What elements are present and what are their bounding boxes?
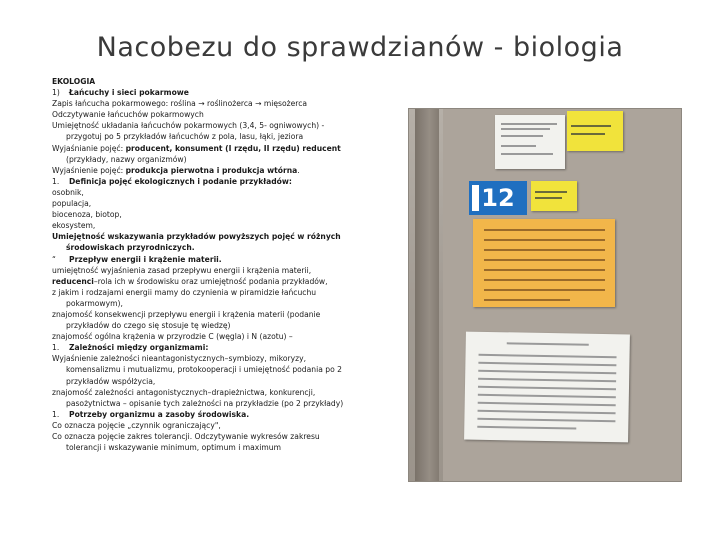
room-number: 12 xyxy=(481,184,515,212)
note-line: pokarmowym), xyxy=(66,298,123,308)
note-line: przygotuj po 5 przykładów łańcuchów z pola, lasu, łąki, jeziora xyxy=(66,132,304,142)
note-line: Odczytywanie łańcuchów pokarmowych xyxy=(52,110,204,120)
notice-paper xyxy=(464,332,630,443)
room-number-sign xyxy=(469,181,527,215)
door-frame xyxy=(415,109,439,481)
yellow-notice xyxy=(531,181,577,211)
section-heading: EKOLOGIA xyxy=(52,77,96,86)
notice-paper xyxy=(495,115,565,169)
note-line: Co oznacza pojęcie zakres tolerancji. Odczytywanie wykresów zakresu xyxy=(52,432,320,441)
note-line: ekosystem, xyxy=(52,221,96,231)
note-line: 1. Potrzeby organizmu a zasoby środowiska. xyxy=(52,409,250,419)
note-line: “ Przepływ energii i krążenie materii. xyxy=(52,254,222,264)
note-line: pasożytnictwa – opisanie tych zależności na przykładzie (po 2 przykłady) xyxy=(66,398,344,408)
sign-stripe xyxy=(472,185,479,211)
note-line: z jakim i rodzajami energii mamy do czynienia w piramidzie łańcuchu xyxy=(52,287,317,297)
note-line: tolerancji i wskazywanie minimum, optimum i maximum xyxy=(66,443,281,453)
note-line: populacja, xyxy=(52,199,92,209)
orange-schedule xyxy=(473,219,615,307)
note-line: Umiejętność wskazywania przykładów powyższych pojęć w różnych xyxy=(52,232,341,242)
slide-title: Nacobezu do sprawdzianów - biologia xyxy=(96,32,624,63)
note-line: 1) Łańcuchy i sieci pokarmowe xyxy=(52,88,189,98)
note-line: reducenci–rola ich w środowisku oraz umiejętność podania przykładów, xyxy=(52,276,328,286)
note-line: 1. Definicja pojęć ekologicznych i podanie przykładów: xyxy=(52,176,292,186)
note-line: środowiskach przyrodniczych. xyxy=(66,243,195,253)
note-line: umiejętność wyjaśnienia zasad przepływu energii i krążenia materii, xyxy=(52,265,312,275)
note-line: Wyjaśnianie pojęć: producent, konsument (I rzędu, II rzędu) reducent xyxy=(52,143,341,153)
note-line: biocenoza, biotop, xyxy=(52,210,122,220)
note-line: 1. Zależności między organizmami: xyxy=(52,343,209,353)
note-line: znajomość ogólna krążenia w przyrodzie C (węgla) i N (azotu) – xyxy=(52,332,293,342)
note-line: (przykłady, nazwy organizmów) xyxy=(66,154,187,164)
note-line: Umiejętność układania łańcuchów pokarmowych (3,4, 5- ogniwowych) - xyxy=(52,121,325,131)
note-line: znajomość zależności antagonistycznych–drapieżnictwa, konkurencji, xyxy=(52,387,316,397)
note-line: Co oznacza pojęcie „czynnik ograniczający", xyxy=(52,420,221,430)
note-line: przykładów do czego się stosuje tę wiedzę) xyxy=(66,321,231,331)
notes-text-block xyxy=(52,76,407,453)
note-line: Wyjaśnienie pojęć: produkcja pierwotna i produkcja wtórna. xyxy=(52,165,300,175)
note-line: komensalizmu i mutualizmu, protokooperacji i umiejętność podania po 2 xyxy=(66,365,342,375)
yellow-notice xyxy=(567,111,623,151)
note-line: Wyjaśnienie zależności nieantagonistycznych–symbiozy, mikoryzy, xyxy=(52,354,306,364)
note-line: Zapis łańcucha pokarmowego: roślina → roślinożerca → mięsożerca xyxy=(52,99,308,109)
note-line: znajomość konsekwencji przepływu energii i krążenia materii (podanie xyxy=(52,309,321,319)
note-line: osobnik, xyxy=(52,187,84,197)
bulletin-board-photo xyxy=(408,108,682,482)
note-line: przykładów współżycia, xyxy=(66,376,156,386)
